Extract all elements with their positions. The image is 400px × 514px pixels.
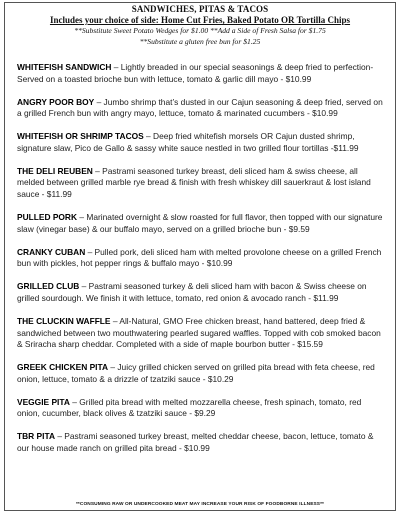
menu-item <box>17 212 383 235</box>
sides-line: Includes your choice of side: Home Cut Fries, Baked Potato OR Tortilla Chips <box>49 15 351 25</box>
item-name: THE DELI REUBEN <box>17 165 93 176</box>
menu-item <box>17 166 383 201</box>
item-description: – Pulled pork, deli sliced ham with melted provolone cheese on a grilled French bun with pickles, hot pepper rings & buffalo mayo - $10.99 <box>17 246 382 269</box>
menu-item <box>17 281 383 304</box>
item-description: – Grilled pita bread with melted mozzarella cheese, fresh spinach, tomato, red onion, cucumber, black olives & tzatziki sauce - $9.29 <box>17 396 362 419</box>
menu-item <box>17 316 383 351</box>
menu-page <box>4 2 396 511</box>
item-description: – Lightly breaded in our special seasonings & deep fried to perfection- Served on a toasted brioche bun with lettuce, tomato & garlic dill mayo - $10.99 <box>17 62 374 84</box>
item-description: – Pastrami seasoned turkey breast, melted cheddar cheese, bacon, lettuce, tomato & our house made ranch on grilled pita bread - $10.99 <box>17 431 374 454</box>
menu-item <box>17 97 383 120</box>
food-safety-disclaimer: **CONSUMING RAW OR UNDERCOOKED MEAT MAY INCREASE YOUR RISK OF FOODBORNE ILLNESS** <box>75 502 325 507</box>
menu-item <box>17 362 383 385</box>
item-description: – Marinated overnight & slow roasted for full flavor, then topped with our signature slaw (vinegar base) & our buffalo mayo, served on a grilled brioche bun - $9.59 <box>17 212 383 234</box>
menu-title: SANDWICHES, PITAS & TACOS <box>131 4 269 14</box>
item-description: – Jumbo shrimp that’s dusted in our Cajun seasoning & deep fried, served on a grilled French bun with angry mayo, lettuce, tomato & marinated cucumbers - $10.99 <box>17 96 383 119</box>
item-description: – Pastrami seasoned turkey & deli sliced ham with bacon & Swiss cheese on grilled sourdough. We finish it with lettuce, tomato, red onion & avocado ranch - $11.99 <box>17 281 367 303</box>
item-name: PULLED PORK <box>17 212 78 223</box>
menu-item <box>17 247 383 270</box>
item-name: VEGGIE PITA <box>17 396 70 407</box>
substitute-line: **Substitute Sweet Potato Wedges for $1.00 **Add a Side of Fresh Salsa for $1.75 <box>74 26 326 35</box>
item-name: CRANKY CUBAN <box>17 246 86 257</box>
item-description: – Juicy grilled chicken served on grilled pita bread with feta cheese, red onion, lettuce, tomato & a drizzle of tzatziki sauce - $10.29 <box>17 362 375 384</box>
item-name: THE CLUCKIN WAFFLE <box>17 315 111 326</box>
item-name: ANGRY POOR BOY <box>17 96 95 107</box>
menu-header <box>17 4 383 47</box>
menu-item <box>17 397 383 420</box>
item-name: TBR PITA <box>17 431 55 442</box>
substitute-line: **Substitute a gluten free bun for $1.25 <box>139 36 261 46</box>
item-name: GREEK CHICKEN PITA <box>17 362 109 373</box>
item-description: – Pastrami seasoned turkey breast, deli sliced ham & swiss cheese, all melded between grilled marble rye bread & finish with fresh whiskey dill sauerkraut & lost island sauce - $11.99 <box>17 165 371 200</box>
item-name: GRILLED CLUB <box>17 281 80 292</box>
menu-item <box>17 431 383 454</box>
menu-item <box>17 62 383 85</box>
item-name: WHITEFISH SANDWICH <box>17 62 112 72</box>
menu-item <box>17 131 383 154</box>
item-name: WHITEFISH OR SHRIMP TACOS <box>17 131 144 142</box>
item-description: – Deep fried whitefish morsels OR Cajun dusted shrimp, signature slaw, Pico de Gallo & sassy white sauce nestled in two grilled flour tortillas -$11.99 <box>17 131 359 153</box>
menu-items <box>17 62 383 455</box>
item-description: – All-Natural, GMO Free chicken breast, hand battered, deep fried & sandwiched between two mouthwatering pearled sugared waffles. Topped with cob smoked bacon & Sriracha sharp cheddar. Completed with a side of maple bourbon butter - $15.59 <box>17 315 381 350</box>
